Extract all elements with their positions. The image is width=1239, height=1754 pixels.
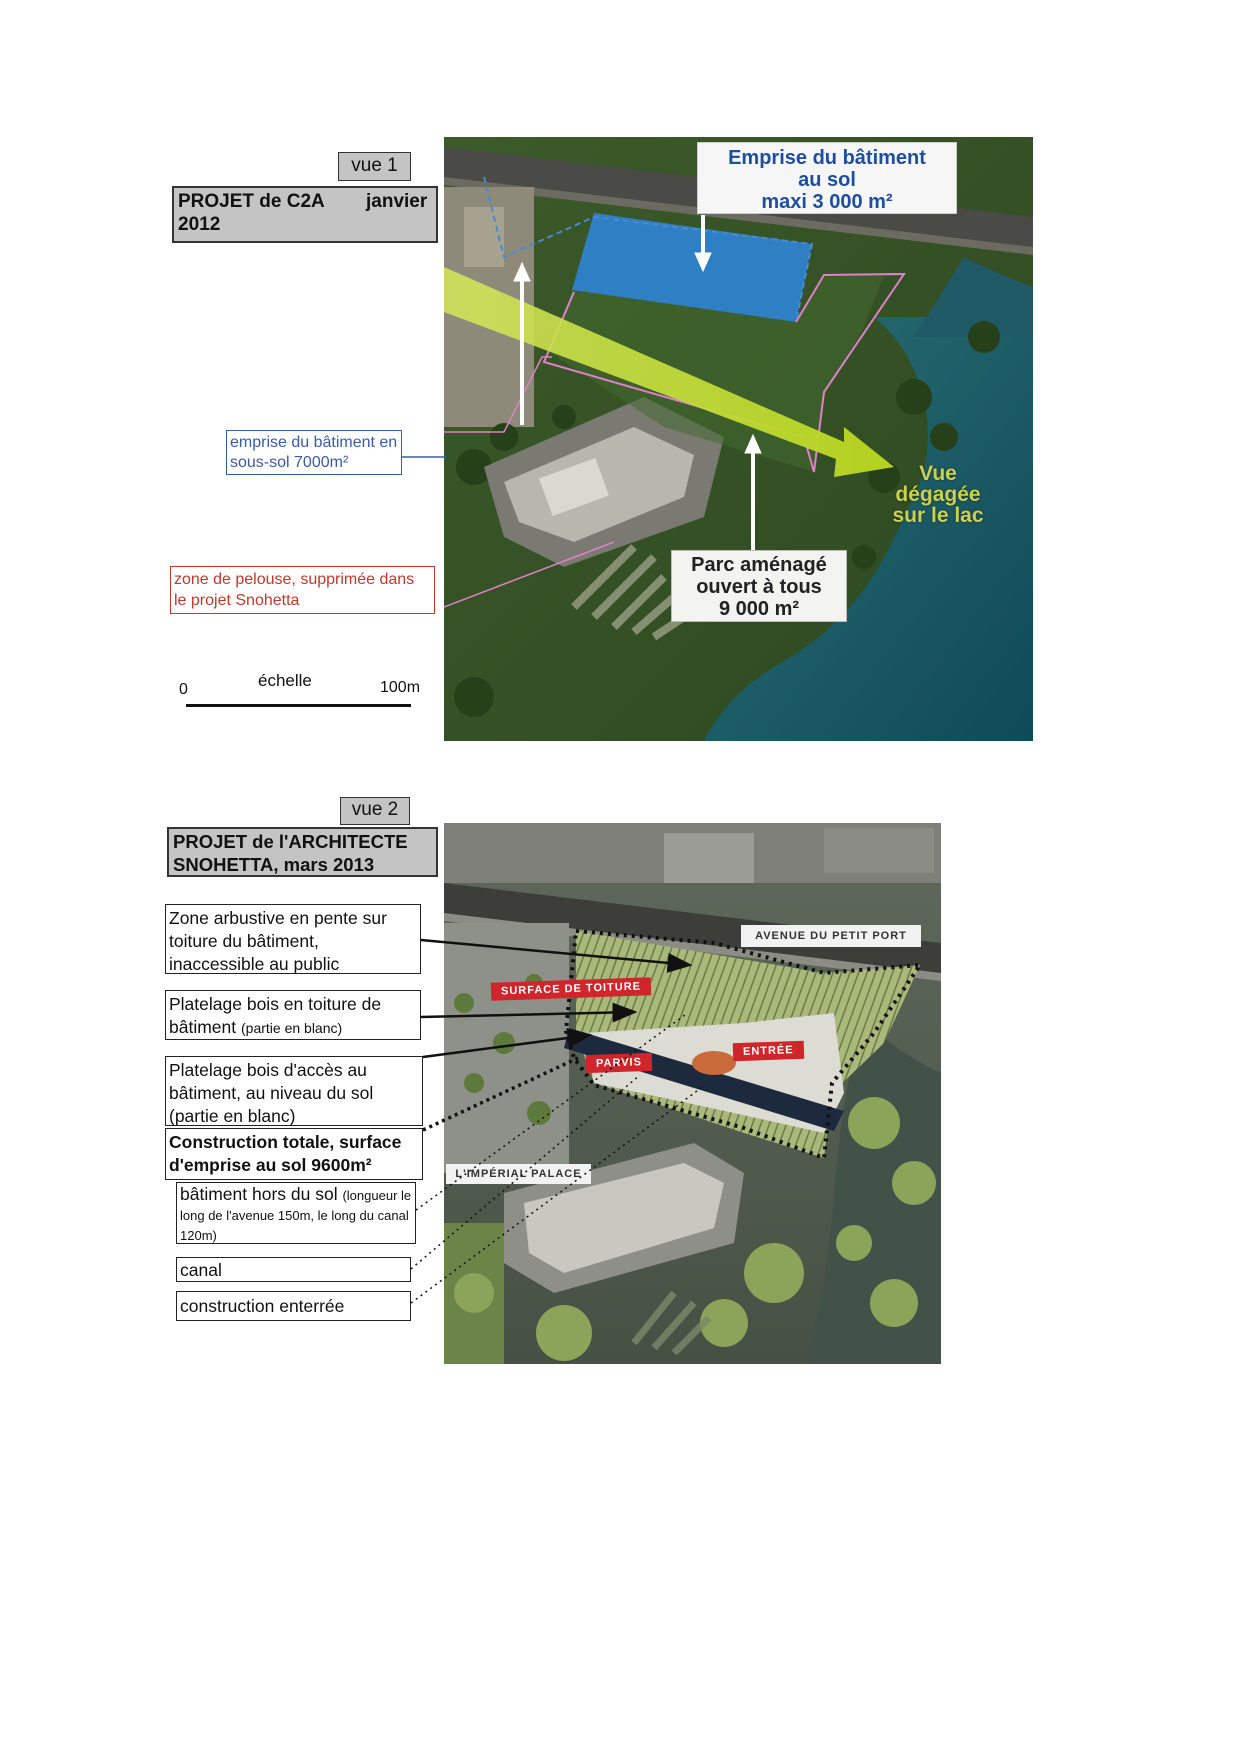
note-platelage-toiture-small: (partie en blanc) xyxy=(241,1020,343,1036)
note-zone-pelouse: zone de pelouse, supprimée dans le projet Snohetta xyxy=(170,566,435,614)
note-construction-enterree: construction enterrée xyxy=(176,1291,411,1321)
leader-canal xyxy=(411,1075,640,1269)
callout-parc-line2: ouvert à tous xyxy=(696,576,822,598)
view1-title: PROJET de C2A xyxy=(178,191,325,212)
leader-arbustive xyxy=(421,940,690,965)
callout-parc-line1: Parc aménagé xyxy=(691,554,827,576)
view2-title-box: PROJET de l'ARCHITECTE SNOHETTA, mars 2013 xyxy=(167,827,438,877)
view1-title-year: 2012 xyxy=(178,214,221,235)
leader-enterree xyxy=(411,1085,705,1303)
map-label-parvis: PARVIS xyxy=(586,1053,653,1073)
leader-platelage-toiture xyxy=(421,1012,635,1017)
note-hors-sol-small: (longueur le long de l'avenue 150m, le long du canal 120m) xyxy=(180,1188,412,1243)
scale-label: échelle xyxy=(258,671,312,690)
callout-parc-line3: 9 000 m² xyxy=(718,598,800,620)
map-label-surface-toiture: SURFACE DE TOITURE xyxy=(491,977,652,1001)
leader-construction-totale xyxy=(423,1058,578,1130)
callout-vue-line1: Vue xyxy=(919,462,957,485)
note-canal: canal xyxy=(176,1257,411,1282)
note-construction-totale: Construction totale, surface d'emprise au sol 9600m² xyxy=(165,1128,423,1180)
callout-emprise-line1: Emprise du bâtiment xyxy=(728,147,926,169)
callout-vue-line3: sur le lac xyxy=(892,504,984,527)
leader-hors-sol xyxy=(416,1015,685,1210)
view1-tag: vue 1 xyxy=(338,152,411,181)
map-label-entree: ENTRÉE xyxy=(733,1041,804,1061)
note-platelage-toiture-main: Platelage bois en toiture de bâtiment xyxy=(169,994,382,1037)
view1-title-month: janvier xyxy=(366,191,428,212)
view2-tag: vue 2 xyxy=(340,797,410,825)
note-hors-sol-main: bâtiment hors du sol xyxy=(180,1184,338,1204)
map-label-avenue: AVENUE DU PETIT PORT xyxy=(741,925,921,947)
scale-max: 100m xyxy=(380,679,421,696)
callout-emprise-line2: au sol xyxy=(798,169,856,191)
note-platelage-acces: Platelage bois d'accès au bâtiment, au niveau du sol (partie en blanc) xyxy=(165,1056,423,1126)
note-zone-arbustive: Zone arbustive en pente sur toiture du bâtiment, inaccessible au public xyxy=(165,904,421,974)
scale-zero: 0 xyxy=(179,681,188,698)
map-label-imperial-palace: L'IMPÉRIAL PALACE xyxy=(446,1164,591,1184)
leader-platelage-acces xyxy=(423,1035,590,1057)
note-emprise-sous-sol: emprise du bâtiment en sous-sol 7000m² xyxy=(226,430,402,475)
callout-emprise-line3: maxi 3 000 m² xyxy=(761,191,893,213)
callout-vue-line2: dégagée xyxy=(895,483,981,506)
